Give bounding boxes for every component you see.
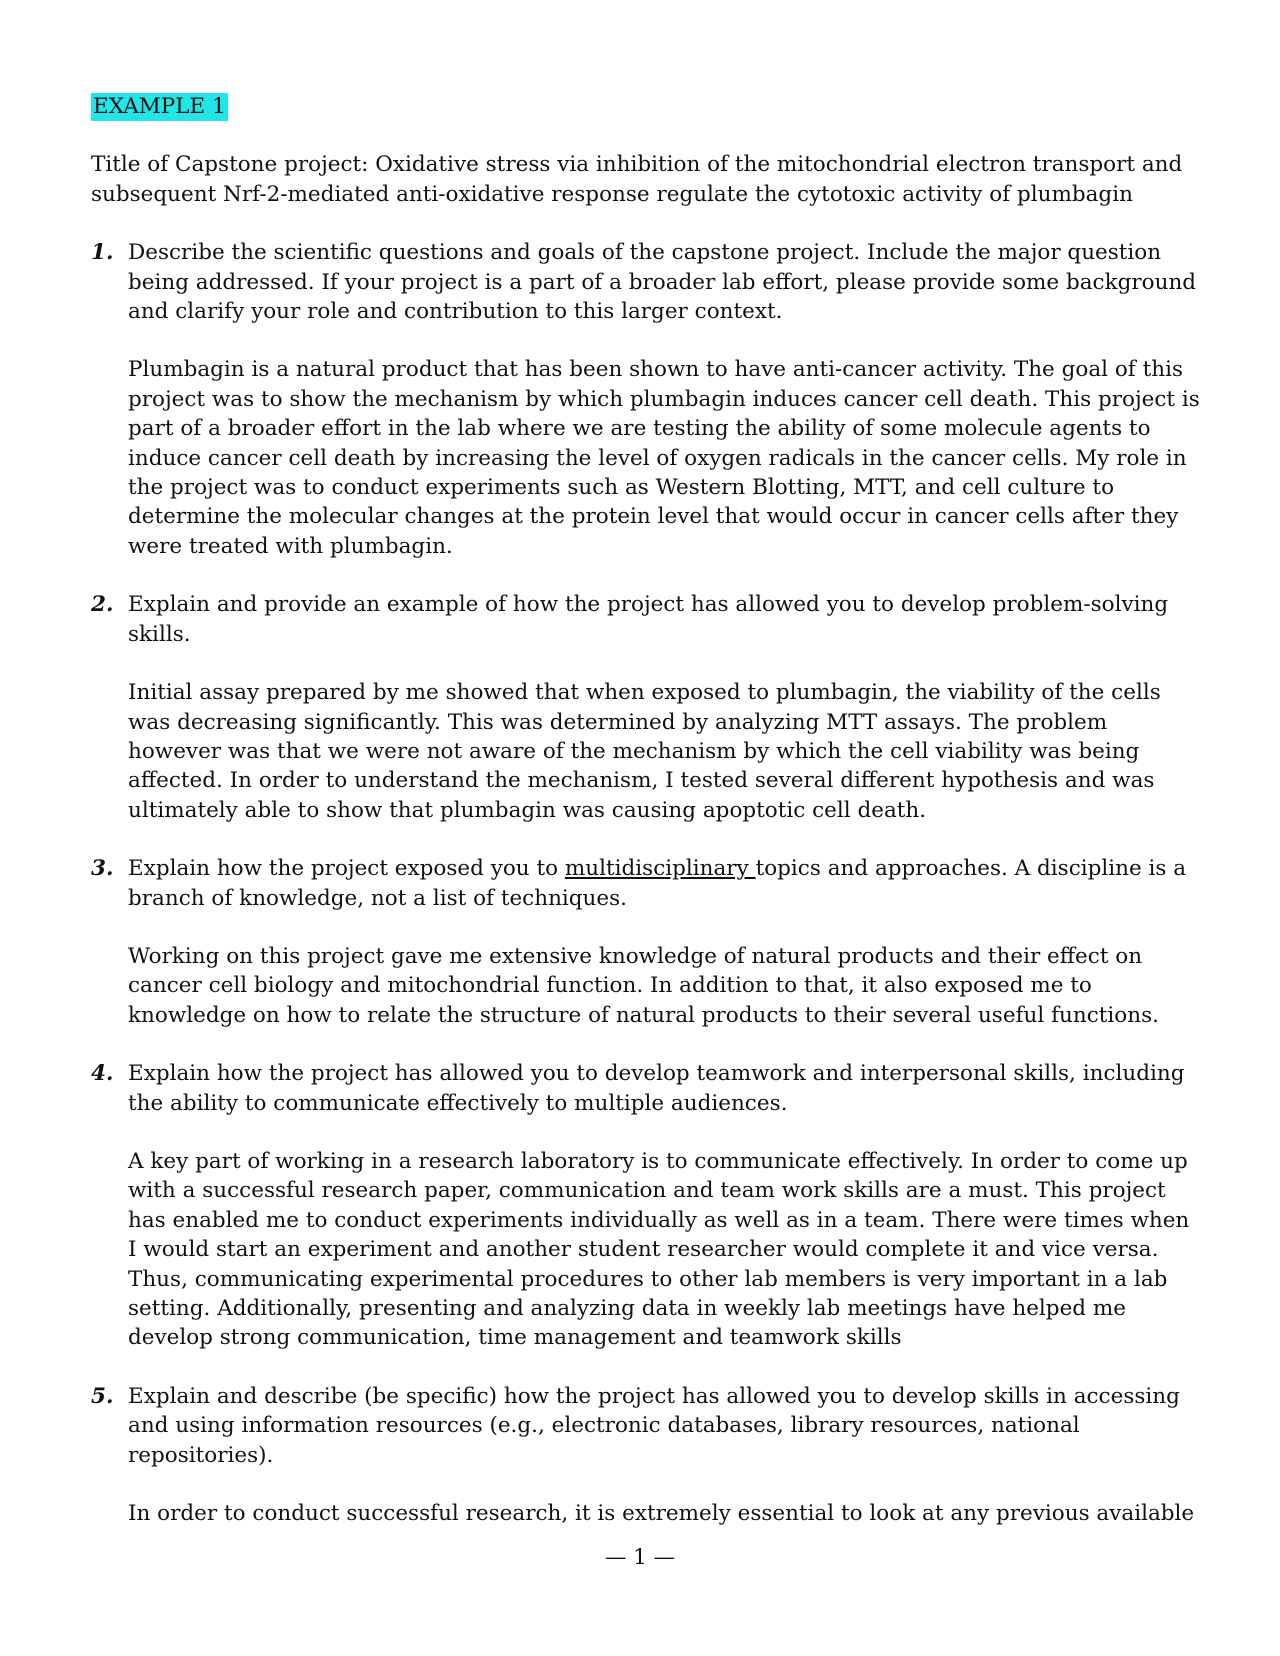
project-title: Title of Capstone project: Oxidative stress via inhibition of the mitochondrial electron transport and subsequent Nrf-2-mediated anti-oxidative response regulate the cytotoxic activity of plumbagin (91, 152, 1183, 207)
question-answer: In order to conduct successful research, it is extremely essential to look at any previous available (128, 1501, 1195, 1527)
question-number: 4. (91, 1061, 114, 1087)
question-5 (91, 1382, 1201, 1529)
example-label: EXAMPLE 1 (93, 94, 226, 119)
question-3 (91, 854, 1201, 1030)
question-answer: Initial assay prepared by me showed that when exposed to plumbagin, the viability of the cells was decreasing significantly. This was determined by analyzing MTT assays. The problem however was that we were not aware of the mechanism by which the cell viability was being affected. In order to understand the mechanism, I tested several different hypothesis and was ultimately able to show that plumbagin was causing apoptotic cell death. (128, 680, 1161, 823)
question-answer: Plumbagin is a natural product that has been shown to have anti-cancer activity. The goal of this project was to show the mechanism by which plumbagin induces cancer cell death. This project is part of a broader effort in the lab where we are testing the ability of some molecule agents to induce cancer cell death by increasing the level of oxygen radicals in the cancer cells. My role in the project was to conduct experiments such as Western Blotting, MTT, and cell culture to determine the molecular changes at the protein level that would occur in cancer cells after they were treated with plumbagin. (128, 357, 1200, 559)
question-2 (91, 590, 1201, 825)
question-number: 1. (91, 240, 114, 266)
question-1 (91, 238, 1201, 561)
question-prompt: Explain how the project has allowed you to develop teamwork and interpersonal skills, including the ability to communicate effectively to multiple audiences. (128, 1061, 1185, 1116)
question-prompt: Explain and provide an example of how the project has allowed you to develop problem-solving skills. (128, 592, 1169, 647)
question-prompt: Explain and describe (be specific) how the project has allowed you to develop skills in accessing and using information resources (e.g., electronic databases, library resources, national repositories). (128, 1383, 1180, 1468)
prompt-text-after: topics and approaches. A discipline is a branch of knowledge, not a list of techniques. (128, 856, 1187, 911)
question-prompt: Describe the scientific questions and goals of the capstone project. Include the major question being addressed. If your project is a part of a broader lab effort, please provide some background and clarify your role and contribution to this larger context. (128, 240, 1197, 325)
question-prompt (128, 854, 1201, 913)
question-answer: Working on this project gave me extensive knowledge of natural products and their effect on cancer cell biology and mitochondrial function. In addition to that, it also exposed me to knowledge on how to relate the structure of natural products to their several useful functions. (128, 943, 1159, 1028)
page-number: — 1 — (604, 1545, 676, 1570)
document-page (91, 92, 1201, 1528)
prompt-text-before: Explain how the project exposed you to (128, 856, 565, 882)
underlined-term: multidisciplinary (564, 856, 756, 882)
question-number: 3. (91, 856, 114, 882)
question-answer: A key part of working in a research laboratory is to communicate effectively. In order to come up with a successful research paper, communication and team work skills are a must. This project has enabled me to conduct experiments individually as well as in a team. There were times when I would start an experiment and another student researcher would complete it and vice versa. Thus, communicating experimental procedures to other lab members is very important in a lab setting. Additionally, presenting and analyzing data in weekly lab meetings have helped me develop strong communication, time management and teamwork skills (128, 1148, 1190, 1351)
example-label-row (91, 92, 1201, 121)
question-number: 2. (91, 592, 114, 618)
question-4 (91, 1059, 1201, 1353)
question-number: 5. (91, 1383, 114, 1409)
